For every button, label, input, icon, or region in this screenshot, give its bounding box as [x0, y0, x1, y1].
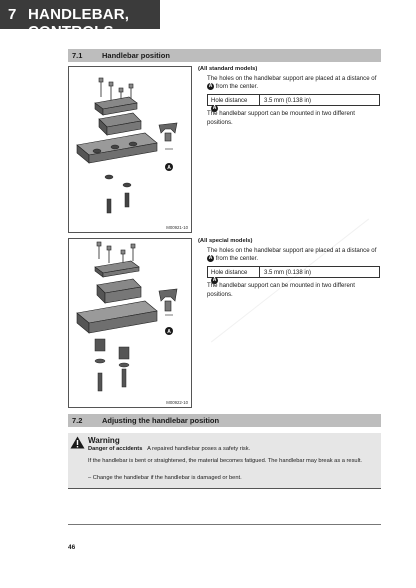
danger-label: Danger of accidents — [88, 446, 143, 452]
marker-a-icon: A — [208, 255, 213, 262]
description-start: The holes on the handlebar support are placed at a distance of — [207, 246, 377, 254]
description-end: from the center. — [215, 83, 259, 91]
spec-value: 3.5 mm (0.138 in) — [264, 270, 312, 277]
spec-label — [208, 267, 260, 284]
section-number: 7.1 — [72, 51, 83, 60]
special-models-block — [198, 238, 382, 299]
spec-label-text: Hole distance — [211, 98, 248, 105]
footer-divider — [68, 524, 381, 525]
warning-box — [68, 433, 381, 489]
warning-triangle-icon — [70, 436, 85, 449]
figure-special-handlebar-support — [68, 238, 192, 408]
chapter-title: HANDLEBAR, CONTROLS — [28, 6, 130, 40]
warning-danger — [88, 446, 250, 452]
section-number: 7.2 — [72, 416, 83, 425]
page-number: 46 — [68, 544, 76, 551]
figure-code: M00922-10 — [166, 400, 188, 405]
mounting-note: The handlebar support can be mounted in two different positions. — [207, 282, 355, 298]
model-label: (All special models) — [198, 238, 253, 244]
chapter-number: 7 — [8, 6, 17, 23]
spec-label-text: Hole distance — [211, 270, 248, 277]
figure-code: M00921-10 — [166, 225, 188, 230]
description — [207, 247, 382, 264]
warning-title: Warning — [88, 436, 120, 445]
description-start: The holes on the handlebar support are placed at a distance of — [207, 74, 377, 82]
marker-a-icon: A — [208, 83, 213, 90]
figure-standard-handlebar-support — [68, 66, 192, 233]
section-title: Adjusting the handlebar position — [102, 416, 220, 425]
handlebar-support-drawing — [69, 67, 193, 234]
warning-step: – Change the handlebar if the handlebar is damaged or bent. — [88, 475, 242, 481]
standard-models-block — [198, 66, 382, 127]
section-heading-7-2 — [68, 414, 381, 427]
spec-table — [207, 266, 380, 284]
mounting-note: The handlebar support can be mounted in two different positions. — [207, 110, 355, 126]
spec-label — [208, 95, 260, 112]
handlebar-support-drawing — [69, 239, 193, 409]
marker-a-icon: A — [212, 277, 217, 284]
danger-text: A repaired handlebar poses a safety risk. — [147, 446, 251, 452]
marker-a-icon: A — [212, 105, 217, 112]
description — [207, 75, 382, 92]
section-title: Handlebar position — [102, 51, 170, 60]
warning-body: If the handlebar is bent or straightened, the material becomes fatigued. The handlebar may break as a result. — [88, 458, 363, 464]
section-heading-7-1 — [68, 49, 381, 62]
model-label: (All standard models) — [198, 66, 258, 72]
spec-table — [207, 94, 380, 112]
chapter-header — [0, 0, 160, 40]
description-end: from the center. — [215, 255, 259, 263]
figure-marker-a: A — [167, 329, 171, 335]
spec-value: 3.5 mm (0.138 in) — [264, 98, 312, 105]
figure-marker-a: A — [167, 165, 171, 171]
